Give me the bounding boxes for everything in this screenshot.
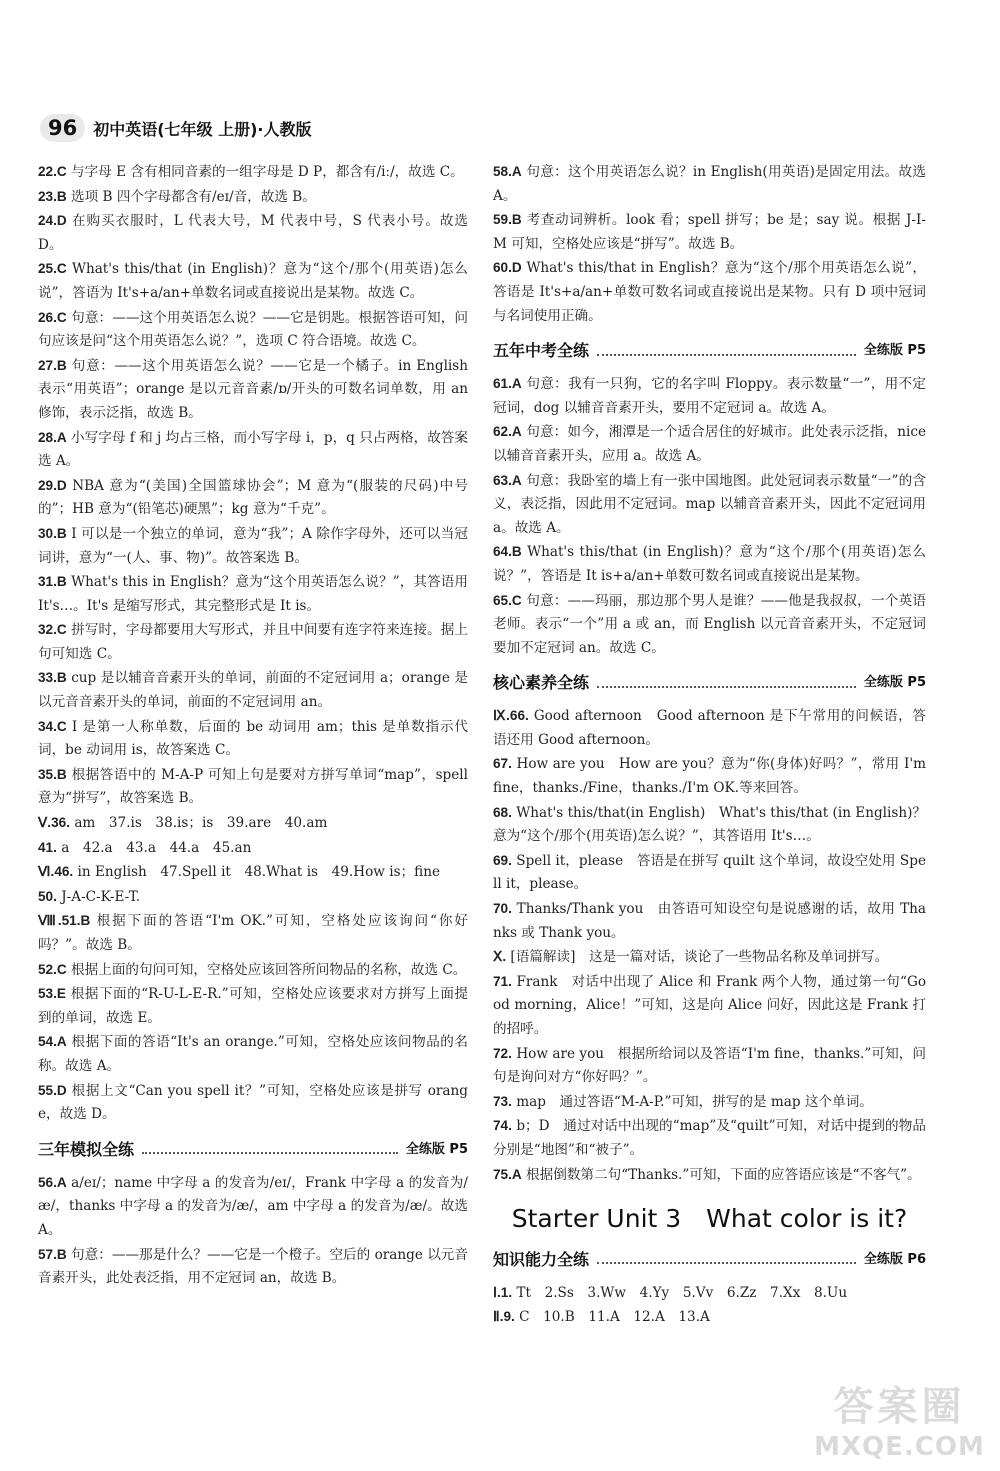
answer-text: What's this/that (in English)？意为“这个/那个(用英语)怎么说”，答语为 It's+a/an+单数名词或直接说出是某物。故选 C。	[38, 261, 469, 301]
answer-number: 58.A	[493, 164, 522, 179]
answer-number: 64.B	[493, 544, 522, 560]
answer-text: Thanks/Thank you 由答语可知设空句是说感谢的话，故用 Thanks 或 Thank you。	[493, 901, 926, 941]
answer-entry	[38, 909, 468, 957]
answer-text: 句意：我有一只狗，它的名字叫 Floppy。表示数量“一”，用不定冠词，dog 以辅音音素开头，要用不定冠词 a。故选 A。	[493, 376, 926, 416]
page-header	[40, 113, 312, 143]
answer-text: I 是第一人称单数，后面的 be 动词用 am；this 是单数指示代词，be 动词用 is，故答案选 C。	[38, 718, 468, 759]
answer-text: What's this in English？意为“这个用英语怎么说？”，其答语用 It's…。It's 是缩写形式，其完整形式是 It is。	[38, 574, 468, 614]
section-header	[493, 1245, 926, 1275]
answer-text: cup 是以辅音音素开头的单词，前面的不定冠词用 a；orange 是以元音音素开头的单词，前面的不定冠词用 an。	[38, 670, 468, 711]
section-title: 核心素养全练	[493, 673, 590, 693]
section-ref: 全练版 P6	[863, 1251, 926, 1267]
answer-entry	[493, 897, 926, 945]
answer-text: C 10.B 11.A 12.A 13.A	[519, 1309, 710, 1326]
answer-text: 根据上文“Can you spell it？”可知，空格处应该是拼写 orange，故选 D。	[38, 1082, 468, 1123]
answer-number: 27.B	[38, 357, 67, 373]
answer-text: 根据下面的答语“It's an orange.”可知，空格处应该问物品的名称。故选 A。	[38, 1034, 468, 1074]
answer-text: 句意：——那是什么？——它是一个橙子。空后的 orange 以元音音素开头，此处表泛指，用不定冠词 an，故选 B。	[38, 1246, 468, 1287]
answer-number: 68.	[493, 804, 512, 820]
dotted-leader	[597, 685, 856, 688]
answer-entry	[493, 1042, 926, 1090]
answer-text: Spell it，please 答语是在拼写 quilt 这个单词，故设空处用 Spell it，please。	[493, 852, 926, 893]
answer-entry	[38, 885, 468, 910]
answer-text: b；D 通过对话中出现的“map”及“quilt”可知，对话中提到的物品分别是“地图”和“被子”。	[493, 1118, 926, 1158]
answer-text: 根据下面的答语“I'm OK.”可知，空格处应该询问“你好吗？”。故选 B。	[38, 913, 468, 953]
answer-entry	[38, 982, 468, 1030]
answer-entry	[38, 1171, 468, 1243]
answer-number: Ⅴ.36.	[38, 815, 70, 831]
answer-number: 50.	[38, 888, 57, 904]
answer-number: 34.C	[38, 718, 67, 734]
answer-text: [语篇解读] 这是一篇对话，谈论了一些物品名称及单词拼写。	[510, 949, 889, 966]
answer-number: 60.D	[493, 260, 522, 276]
answer-entry	[493, 589, 926, 661]
answer-list	[493, 372, 926, 660]
section-title: 知识能力全练	[493, 1249, 590, 1269]
answer-text: 考查动词辨析。look 看；spell 拼写；be 是；say 说。根据 J-I-M 可知，空格处应该是“拼写”。故选 B。	[493, 212, 926, 252]
answer-text: 与字母 E 含有相同音素的一组字母是 D P，都含有/iː/，故选 C。	[71, 164, 464, 180]
answer-list	[38, 160, 468, 1127]
answer-number: Ⅹ.	[493, 949, 507, 965]
answer-entry	[493, 540, 926, 588]
answer-number: 30.B	[38, 525, 67, 541]
answer-number: Ⅱ.9.	[493, 1309, 515, 1325]
answer-text: 句意：如今，湘潭是一个适合居住的好城市。此处表示泛指，nice 以辅音音素开头，应用 a。故选 A。	[493, 424, 927, 464]
page-number: 96	[40, 114, 85, 142]
answer-entry	[38, 257, 468, 305]
answer-entry	[38, 958, 468, 983]
left-column	[38, 160, 468, 1291]
answer-number: 23.B	[38, 188, 67, 204]
answer-number: 55.D	[38, 1082, 67, 1098]
answer-entry	[493, 469, 926, 541]
answer-text: am 37.is 38.is；is 39.are 40.am	[74, 815, 328, 832]
answer-text: What's this/that in English？意为“这个/那个用英语怎么说”，答语是 It's+a/an+单数可数名词或直接说出是某物。只有 D 项中冠词与名词使用正确。	[493, 260, 927, 324]
section-title: 三年模拟全练	[38, 1139, 135, 1159]
answer-number: 35.B	[38, 766, 67, 782]
answer-text: 句意：——这个用英语怎么说？——它是一个橘子。in English 表示“用英语”；orange 是以元音音素/ɒ/开头的可数名词单数，用 an 修饰，表示泛指，故选 B。	[38, 357, 468, 421]
answer-list	[493, 704, 926, 1187]
answer-number: 28.A	[38, 429, 67, 445]
section-ref: 全练版 P5	[863, 343, 926, 359]
answer-number: 61.A	[493, 376, 522, 392]
answer-entry	[38, 836, 468, 861]
answer-number: 33.B	[38, 670, 67, 686]
answer-text: a/eɪ/；name 中字母 a 的发音为/eɪ/，Frank 中字母 a 的发音为/æ/，thanks 中字母 a 的发音为/æ/，am 中字母 a 的发音为/æ/。故选 A。	[38, 1174, 469, 1238]
answer-number: 71.	[493, 973, 512, 989]
answer-entry	[493, 208, 926, 256]
section-title: 五年中考全练	[493, 341, 590, 361]
answer-number: 41.	[38, 839, 57, 855]
answer-entry	[38, 763, 468, 811]
answer-number: 73.	[493, 1093, 512, 1109]
answer-number: 54.A	[38, 1034, 67, 1050]
answer-text: 根据下面的“R-U-L-E-R.”可知，空格处应该要求对方拼写上面提到的单词，故选 E。	[38, 986, 468, 1026]
answer-number: 29.D	[38, 477, 67, 493]
answer-list	[38, 1171, 468, 1291]
answer-text: How are you 根据所给词以及答语“I'm fine，thanks.”可知，问句是询问对方“你好吗？”。	[493, 1045, 926, 1086]
answer-entry	[493, 704, 926, 752]
section-ref: 全练版 P5	[863, 675, 926, 691]
answer-text: 根据答语中的 M-A-P 可知上句是要对方拼写单词“map”，spell 意为“拼写”，故答案选 B。	[38, 766, 468, 807]
answer-number: 26.C	[38, 309, 67, 325]
answer-text: 根据上面的句问可知，空格处应该回答所问物品的名称，故选 C。	[71, 961, 467, 978]
answer-number: 75.A	[493, 1166, 522, 1182]
answer-number: 67.	[493, 756, 512, 772]
answer-text: a 42.a 43.a 44.a 45.an	[61, 839, 252, 856]
answer-number: 56.A	[38, 1174, 67, 1190]
answer-entry	[38, 354, 468, 426]
answer-entry	[493, 372, 926, 420]
answer-entry	[38, 618, 468, 666]
book-title: 初中英语(七年级 上册)·人教版	[93, 119, 312, 139]
answer-entry	[38, 1030, 468, 1078]
answer-entry	[38, 811, 468, 836]
answer-text: 根据倒数第二句“Thanks.”可知，下面的应答语应该是“不客气”。	[526, 1166, 921, 1183]
answer-number: 52.C	[38, 961, 67, 977]
answer-text: Tt 2.Ss 3.Ww 4.Yy 5.Vv 6.Zz 7.Xx 8.Uu	[516, 1284, 848, 1301]
answer-entry	[493, 1281, 926, 1306]
answer-text: Good afternoon Good afternoon 是下午常用的问候语，答语还用 Good afternoon。	[493, 708, 926, 748]
answer-number: 25.C	[38, 261, 67, 277]
answer-entry	[493, 849, 926, 897]
section-ref: 全练版 P5	[405, 1141, 468, 1157]
watermark	[807, 1375, 992, 1465]
answer-text: in English 47.Spell it 48.What is 49.How is；fine	[77, 864, 441, 881]
answer-entry	[493, 1090, 926, 1115]
answer-text: 选项 B 四个字母都含有/eɪ/音，故选 B。	[71, 188, 316, 205]
answer-entry	[38, 522, 468, 570]
answer-text: NBA 意为“(美国)全国篮球协会”；M 意为“(服装的尺码)中号的”；HB 意为“(铅笔芯)硬黑”；kg 意为“千克”。	[38, 477, 469, 518]
answer-text: What's this/that(in English) What's this/that (in English)？意为“这个/那个(用英语)怎么说？”，其答语用 It's…。	[493, 804, 926, 845]
answer-text: 小写字母 f 和 j 均占三格，而小写字母 i，p，q 只占两格，故答案选 A。	[38, 429, 468, 470]
answer-text: 句意：这个用英语怎么说？in English(用英语)是固定用法。故选 A。	[493, 164, 926, 204]
answer-entry	[38, 860, 468, 885]
answer-entry	[493, 256, 926, 328]
answer-text: J-A-C-K-E-T.	[61, 888, 141, 905]
answer-number: 65.C	[493, 592, 522, 608]
answer-number: 59.B	[493, 212, 522, 228]
answer-entry	[38, 570, 468, 618]
answer-entry	[493, 1163, 926, 1188]
watermark-url: MXQE.COM	[814, 1432, 985, 1462]
answer-entry	[38, 666, 468, 714]
answer-text: 在购买衣服时，L 代表大号，M 代表中号，S 代表小号。故选 D。	[38, 213, 468, 253]
answer-number: 62.A	[493, 424, 522, 440]
answer-entry	[493, 160, 926, 208]
dotted-leader	[597, 353, 856, 356]
section-header	[493, 668, 926, 698]
dotted-leader	[142, 1151, 398, 1154]
answer-number: 63.A	[493, 472, 522, 488]
answer-text: Frank 对话中出现了 Alice 和 Frank 两个人物，通过第一句“Good morning，Alice！”可知，这是向 Alice 问好，因此这是 Frank 打的招呼。	[493, 973, 927, 1037]
answer-text: I 可以是一个独立的单词，意为“我”；A 除作字母外，还可以当冠词讲，意为“一(人、事、物)”。故答案选 B。	[38, 525, 468, 566]
section-header	[493, 336, 926, 366]
answer-entry	[38, 474, 468, 522]
answer-entry	[38, 1243, 468, 1291]
answer-entry	[493, 945, 926, 970]
answer-number: 24.D	[38, 213, 67, 229]
answer-number: 32.C	[38, 622, 67, 638]
answer-entry	[38, 426, 468, 474]
answer-number: 70.	[493, 901, 512, 917]
answer-text: What's this/that (in English)？意为“这个/那个(用英语)怎么说？”，答语是 It is+a/an+单数可数名词或直接说出是某物。	[493, 544, 926, 584]
answer-entry	[493, 752, 926, 800]
answer-number: Ⅰ.1.	[493, 1284, 513, 1300]
watermark-logo: 答案圈	[833, 1384, 966, 1430]
answer-text: 句意：——这个用英语怎么说？——它是钥匙。根据答语可知，问句应该是问“这个用英语怎么说？”，选项 C 符合语境。故选 C。	[38, 309, 469, 350]
dotted-leader	[597, 1261, 856, 1264]
answer-entry	[38, 185, 468, 210]
answer-entry	[38, 1079, 468, 1127]
answer-entry	[38, 160, 468, 185]
answer-entry	[38, 209, 468, 257]
answer-text: 句意：我卧室的墙上有一张中国地图。此处冠词表示数量“一”的含义，表泛指，因此用不定冠词。map 以辅音音素开头，因此不定冠词用 a。故选 A。	[493, 472, 926, 536]
answer-number: 69.	[493, 852, 512, 868]
answer-entry	[493, 801, 926, 849]
answer-entry	[493, 1114, 926, 1162]
right-column	[493, 160, 926, 1330]
answer-entry	[38, 715, 468, 763]
answer-number: 53.E	[38, 986, 66, 1002]
answer-number: 31.B	[38, 574, 67, 590]
answer-number: 22.C	[38, 164, 67, 179]
answer-number: 72.	[493, 1045, 512, 1061]
section-header	[38, 1135, 468, 1165]
answer-number: Ⅷ.51.B	[38, 913, 91, 929]
unit-title: Starter Unit 3 What color is it?	[511, 1204, 908, 1234]
answer-entry	[493, 420, 926, 468]
answer-text: 拼写时，字母都要用大写形式，并且中间要有连字符来连接。据上句可知选 C。	[38, 622, 468, 662]
answer-number: Ⅸ.66.	[493, 708, 529, 724]
answer-number: Ⅵ.46.	[38, 864, 74, 880]
answer-list	[493, 160, 926, 328]
answer-list	[493, 1281, 926, 1330]
answer-text: map 通过答语“M-A-P.”可知，拼写的是 map 这个单词。	[516, 1093, 873, 1110]
answer-entry	[38, 306, 468, 354]
answer-entry	[493, 1305, 926, 1330]
answer-number: 74.	[493, 1118, 512, 1134]
answer-text: 句意：——玛丽，那边那个男人是谁？——他是我叔叔，一个英语老师。表示“一个”用 a 或 an，而 English 以元音音素开头，不定冠词要加不定冠词 an。故选 C。	[493, 592, 927, 656]
answer-entry	[493, 970, 926, 1042]
answer-number: 57.B	[38, 1246, 67, 1262]
answer-text: How are you How are you？意为“你(身体)好吗？”，常用 I'm fine，thanks./Fine，thanks./I'm OK.等来回答。	[493, 756, 926, 797]
